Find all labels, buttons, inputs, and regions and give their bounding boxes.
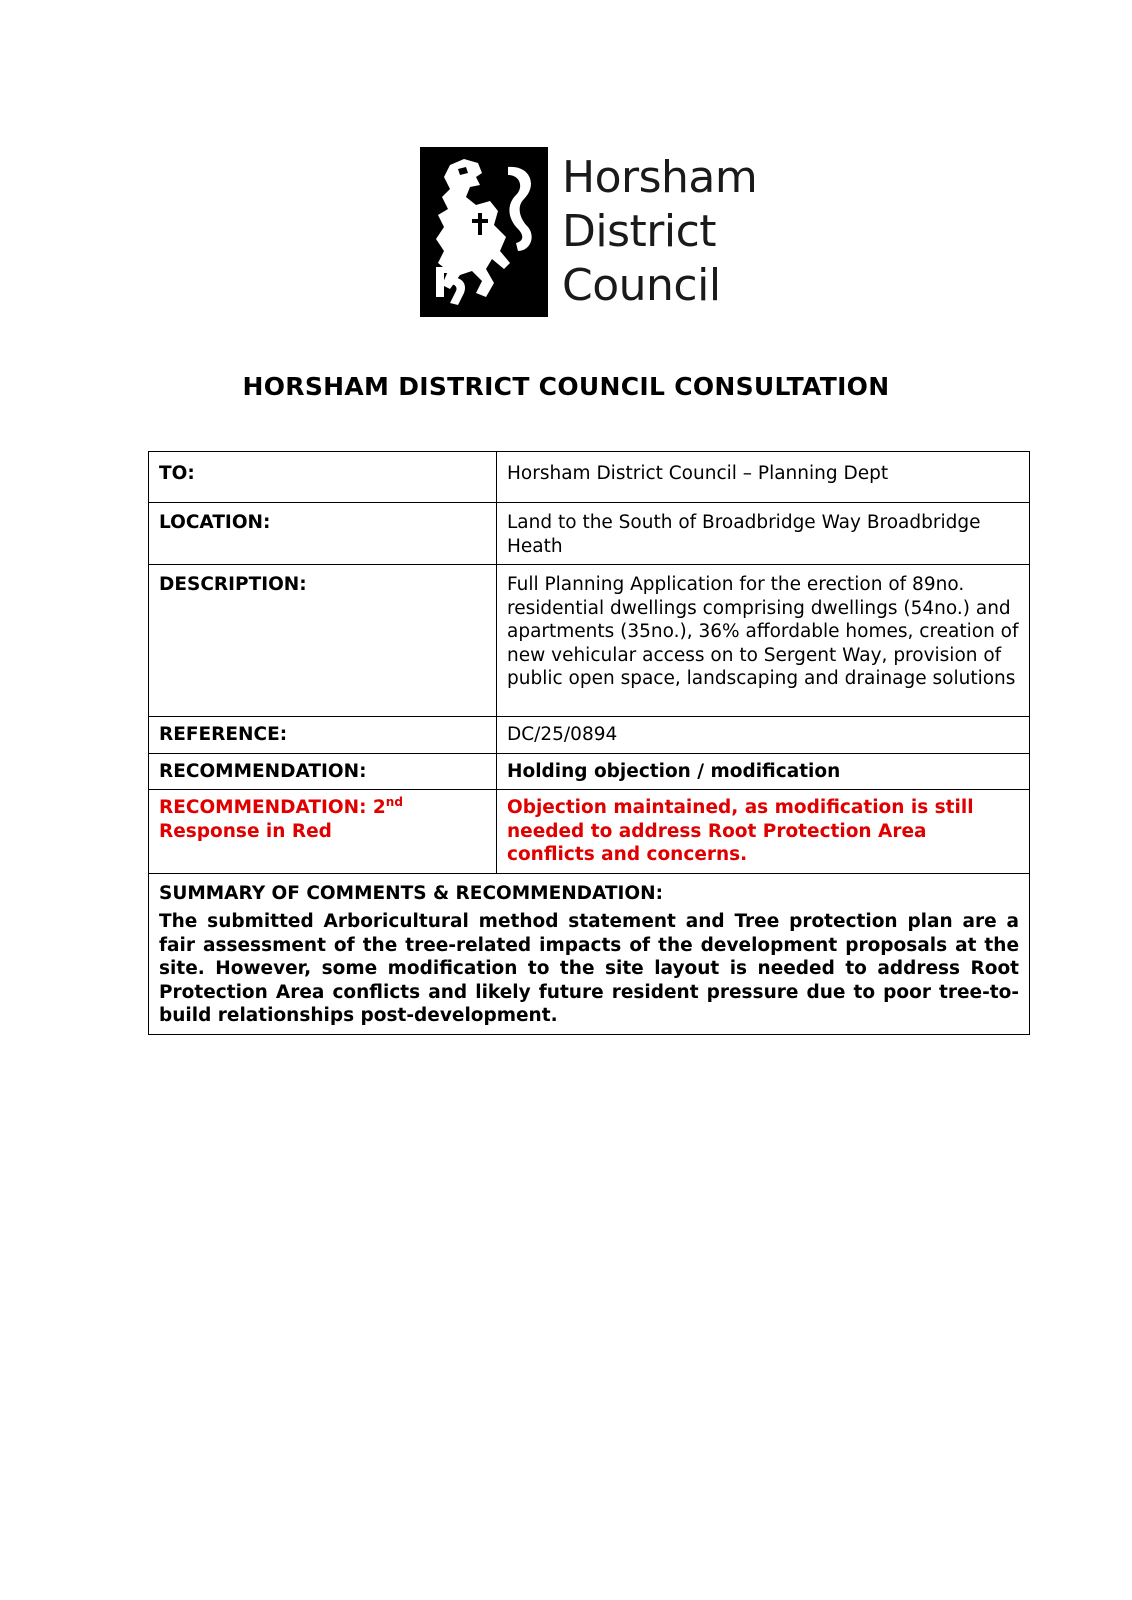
council-logo (420, 147, 758, 317)
table-row-recommendation-2nd (149, 790, 1030, 874)
logo-line-3: Council (562, 260, 721, 311)
table-row-description (149, 565, 1030, 717)
council-wordmark (562, 151, 757, 313)
table-row-reference (149, 717, 1030, 754)
summary-cell (149, 873, 1030, 1034)
recommendation-2nd-label-text: RECOMMENDATION: 2 (159, 797, 386, 818)
recommendation-label: RECOMMENDATION: (149, 753, 497, 790)
location-label: LOCATION: (149, 503, 497, 565)
lion-emblem-icon (420, 147, 548, 317)
logo-line-2: District (562, 206, 717, 257)
description-value: Full Planning Application for the erection of 89no. residential dwellings comprising dwellings (54no.) and apartments (35no.), 36% affordable homes, creation of new vehicular access on to Sergent Way, provision of public open space, landscaping and drainage solutions (497, 565, 1030, 717)
recommendation-2nd-label (149, 790, 497, 874)
summary-heading: SUMMARY OF COMMENTS & RECOMMENDATION: (159, 882, 664, 904)
to-label: TO: (149, 452, 497, 503)
document-title: HORSHAM DISTRICT COUNCIL CONSULTATION (242, 372, 890, 401)
to-value: Horsham District Council – Planning Dept (497, 452, 1030, 503)
recommendation-2nd-value: Objection maintained, as modification is still needed to address Root Protection Area conflicts and concerns. (497, 790, 1030, 874)
recommendation-value: Holding objection / modification (497, 753, 1030, 790)
location-value: Land to the South of Broadbridge Way Broadbridge Heath (497, 503, 1030, 565)
reference-label: REFERENCE: (149, 717, 497, 754)
recommendation-2nd-label-sub: Response in Red (159, 820, 332, 842)
ordinal-suffix: nd (385, 794, 403, 809)
table-row-to (149, 452, 1030, 503)
description-label: DESCRIPTION: (149, 565, 497, 717)
reference-value: DC/25/0894 (497, 717, 1030, 754)
logo-line-1: Horsham (562, 152, 758, 203)
table-row-location (149, 503, 1030, 565)
table-row-recommendation (149, 753, 1030, 790)
table-row-summary (149, 873, 1030, 1034)
consultation-table (148, 451, 1030, 1035)
summary-body: The submitted Arboricultural method statement and Tree protection plan are a fair assessment of the tree-related impacts of the development proposals at the site. However, some modification to the site layout is needed to address Root Protection Area conflicts and likely future resident pressure due to poor tree-to-build relationships post-development. (159, 911, 1019, 1026)
